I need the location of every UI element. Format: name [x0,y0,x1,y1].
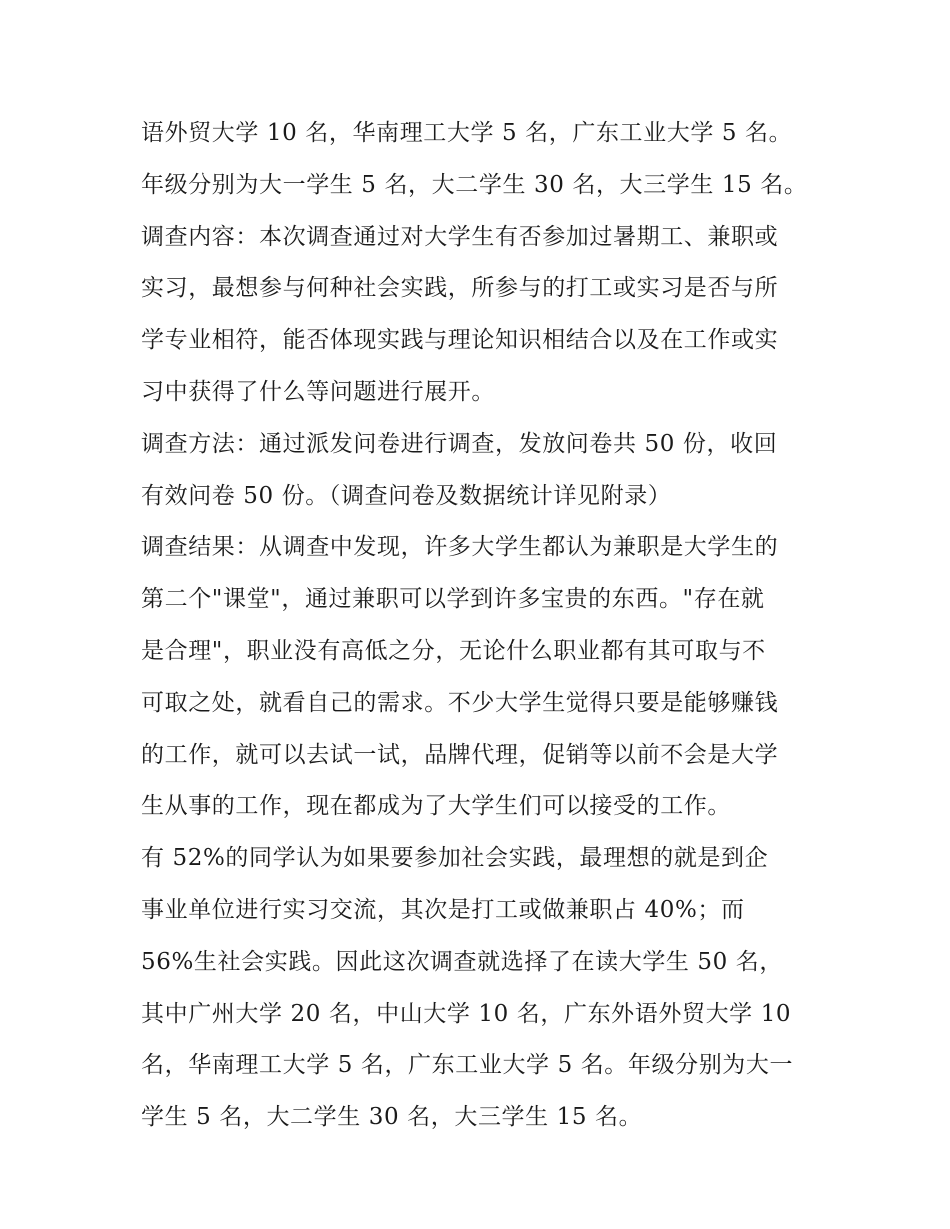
text-line: 的工作，就可以去试一试，品牌代理，促销等以前不会是大学 [141,741,779,768]
text-line: 其中广州大学 20 名，中山大学 10 名，广东外语外贸大学 10 [141,1000,792,1027]
text-line: 调查结果：从调查中发现，许多大学生都认为兼职是大学生的 [141,534,779,561]
text-line: 年级分别为大一学生 5 名，大二学生 30 名，大三学生 15 名。 [141,171,808,198]
text-line: 语外贸大学 10 名，华南理工大学 5 名，广东工业大学 5 名。 [141,120,793,146]
text-line: 是合理"，职业没有高低之分，无论什么职业都有其可取与不 [141,637,766,664]
text-line: 调查内容：本次调查通过对大学生有否参加过暑期工、兼职或 [141,223,779,250]
text-line: 有 52%的同学认为如果要参加社会实践，最理想的就是到企 [141,845,769,872]
text-line: 学生 5 名，大二学生 30 名，大三学生 15 名。 [141,1104,643,1131]
text-line: 习中获得了什么等问题进行展开。 [141,378,495,405]
text-line: 调查方法：通过派发问卷进行调查，发放问卷共 50 份，收回 [141,430,778,457]
text-line: 有效问卷 50 份。（调查问卷及数据统计详见附录） [141,482,672,509]
text-line: 可取之处，就看自己的需求。不少大学生觉得只要是能够赚钱 [141,689,779,716]
text-line: 56%生社会实践。因此这次调查就选择了在读大学生 50 名， [141,948,784,975]
text-line: 事业单位进行实习交流，其次是打工或做兼职占 40%；而 [141,896,745,923]
text-line: 实习，最想参与何种社会实践，所参与的打工或实习是否与所 [141,275,779,302]
text-line: 第二个"课堂"，通过兼职可以学到许多宝贵的东西。"存在就 [141,586,765,613]
text-line: 生从事的工作，现在都成为了大学生们可以接受的工作。 [141,793,731,820]
text-line: 学专业相符，能否体现实践与理论知识相结合以及在工作或实 [141,327,779,354]
body-text [141,108,831,1144]
text-line: 名，华南理工大学 5 名，广东工业大学 5 名。年级分别为大一 [141,1052,794,1079]
